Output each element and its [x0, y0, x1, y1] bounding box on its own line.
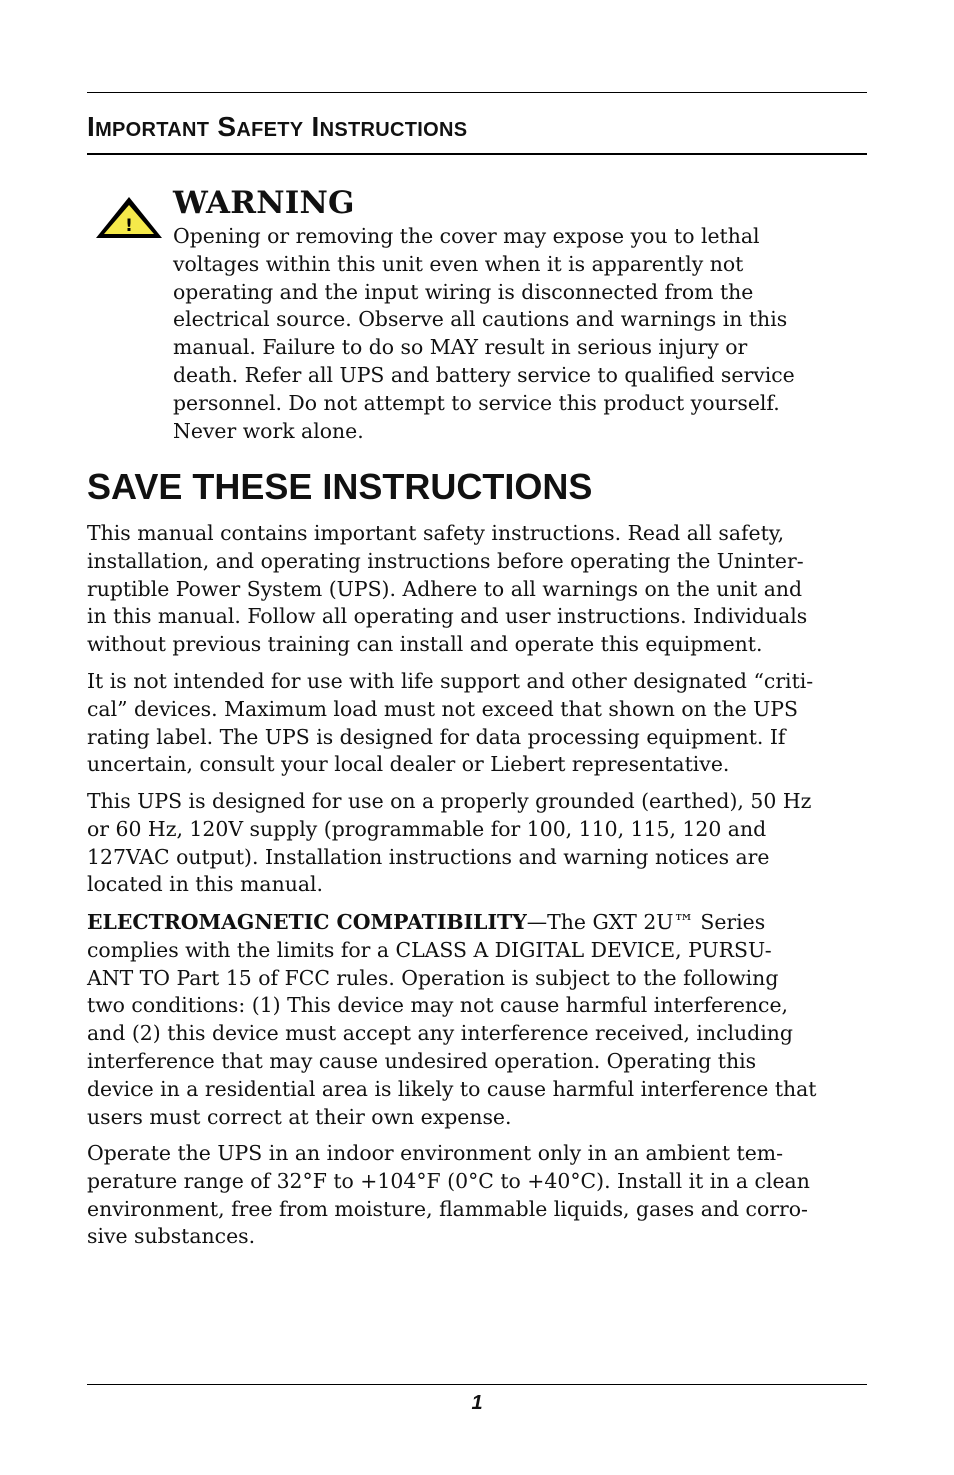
paragraph-line: in this manual. Follow all operating and user instructions. Individuals	[87, 604, 808, 629]
paragraph-line: This UPS is designed for use on a properly grounded (earthed), 50 Hz	[87, 789, 812, 813]
page-number: 1	[471, 1392, 483, 1414]
paragraph-intro	[87, 520, 867, 659]
paragraph-line: sive substances.	[87, 1224, 256, 1249]
paragraph-line: device in a residential area is likely to cause harmful interference that	[87, 1076, 817, 1101]
paragraph-line: Operate the UPS in an indoor environment only in an ambient tem-	[87, 1141, 783, 1165]
paragraph-line: two conditions: (1) This device may not cause harmful interference,	[87, 993, 788, 1018]
paragraph-line: interference that may cause undesired operation. Operating this	[87, 1048, 757, 1073]
paragraph-line: This manual contains important safety instructions. Read all safety,	[87, 521, 785, 545]
paragraph-environment	[87, 1140, 867, 1251]
warning-title: WARNING	[173, 185, 355, 221]
paragraph-line: uncertain, consult your local dealer or Liebert representative.	[87, 752, 730, 777]
paragraph-line: rating label. The UPS is designed for data processing equipment. If	[87, 724, 786, 749]
top-rule	[87, 92, 867, 93]
paragraph-line	[87, 909, 867, 937]
warning-line: manual. Failure to do so MAY result in serious injury or	[173, 335, 748, 360]
warning-line: death. Refer all UPS and battery service to qualified service	[173, 362, 795, 387]
paragraph-emc	[87, 909, 867, 1131]
section-header-rule	[87, 153, 867, 155]
main-heading: SAVE THESE INSTRUCTIONS	[87, 466, 593, 507]
warning-triangle-icon	[93, 194, 165, 242]
paragraph-line: located in this manual.	[87, 872, 324, 897]
paragraph-line: without previous training can install and operate this equipment.	[87, 632, 763, 657]
paragraph-line: or 60 Hz, 120V supply (programmable for 100, 110, 115, 120 and	[87, 816, 767, 841]
paragraph-line: ANT TO Part 15 of FCC rules. Operation is subject to the following	[87, 965, 779, 990]
footer-rule	[87, 1384, 867, 1385]
paragraph-line: ruptible Power System (UPS). Adhere to all warnings on the unit and	[87, 576, 803, 601]
svg-text:!: !	[125, 216, 133, 236]
paragraph-line: complies with the limits for a CLASS A DIGITAL DEVICE, PURSU-	[87, 937, 772, 962]
warning-line: voltages within this unit even when it is apparently not	[173, 251, 744, 276]
paragraph-life-support	[87, 668, 867, 779]
warning-line: Never work alone.	[173, 418, 364, 443]
emc-lead-rest: —The GXT 2U™ Series	[526, 910, 766, 934]
warning-line: Opening or removing the cover may expose you to lethal	[173, 224, 760, 248]
paragraph-line: perature range of 32°F to +104°F (0°C to +40°C). Install it in a clean	[87, 1168, 810, 1193]
warning-line: personnel. Do not attempt to service this product yourself.	[173, 390, 780, 415]
emc-lead: ELECTROMAGNETIC COMPATIBILITY	[87, 910, 527, 934]
paragraph-line: It is not intended for use with life support and other designated “criti-	[87, 669, 814, 693]
paragraph-line: 127VAC output). Installation instructions and warning notices are	[87, 844, 770, 869]
paragraph-grounding	[87, 788, 867, 899]
section-header: Important Safety Instructions	[87, 111, 468, 142]
paragraph-line: installation, and operating instructions before operating the Uninter-	[87, 548, 804, 573]
paragraph-line: and (2) this device must accept any interference received, including	[87, 1021, 793, 1046]
warning-line: electrical source. Observe all cautions and warnings in this	[173, 307, 788, 332]
paragraph-line: environment, free from moisture, flammable liquids, gases and corro-	[87, 1196, 808, 1221]
paragraph-line: cal” devices. Maximum load must not exceed that shown on the UPS	[87, 696, 798, 721]
paragraph-line: users must correct at their own expense.	[87, 1104, 512, 1129]
warning-body	[173, 223, 867, 445]
warning-line: operating and the input wiring is disconnected from the	[173, 279, 754, 304]
